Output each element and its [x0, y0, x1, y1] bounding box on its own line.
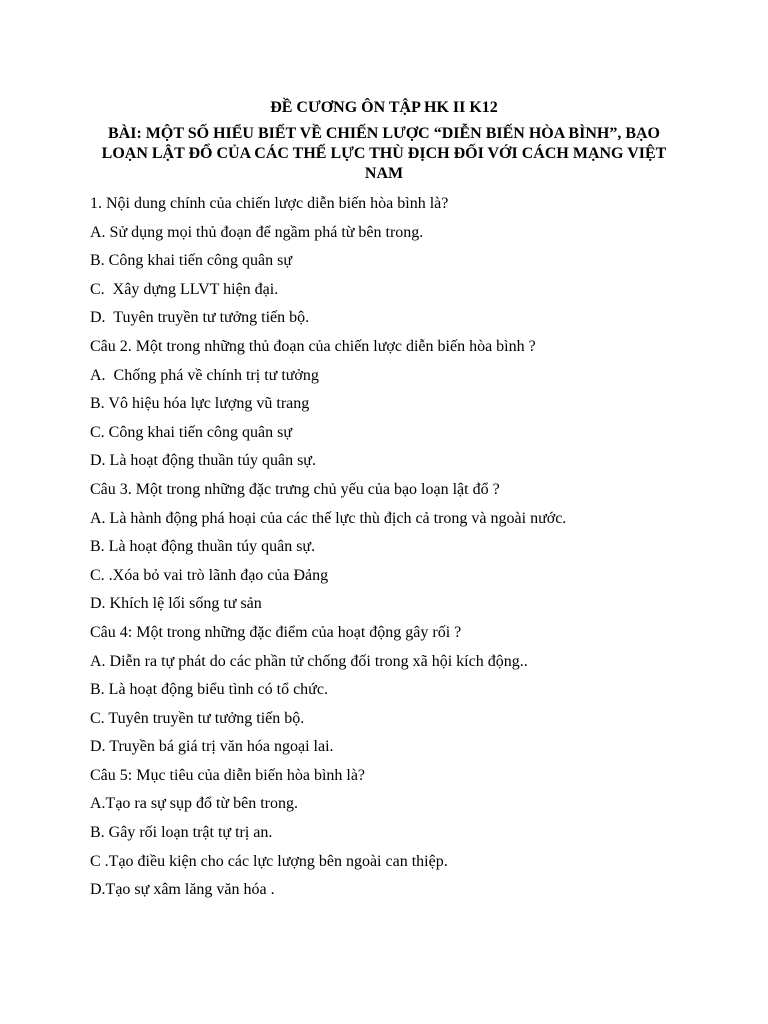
document-line: B. Công khai tiến công quân sự: [90, 252, 292, 270]
document-line: B. Gây rối loạn trật tự trị an.: [90, 824, 273, 842]
document-line: A.Tạo ra sự sụp đổ từ bên trong.: [90, 795, 298, 813]
document-line: B. Là hoạt động biểu tình có tổ chức.: [90, 681, 328, 699]
document-line: D. Tuyên truyền tư tưởng tiến bộ.: [90, 309, 310, 327]
document-line: C .Tạo điều kiện cho các lực lượng bên ngoài can thiệp.: [90, 852, 448, 870]
document-line: C. Xây dựng LLVT hiện đại.: [90, 280, 279, 298]
document-line: C. Tuyên truyền tư tưởng tiến bộ.: [90, 709, 305, 727]
lesson-title: BÀI: MỘT SỐ HIỂU BIẾT VỀ CHIẾN LƯỢC “DIỄN BIẾN HÒA BÌNH”, BẠO LOẠN LẬT ĐỔ CỦA CÁC THẾ LỰC THÙ ĐỊCH ĐỐI VỚI CÁCH MẠNG VIỆT NAM: [101, 125, 667, 182]
document-line: A. Sử dụng mọi thủ đoạn để ngầm phá từ bên trong.: [90, 223, 424, 241]
document-line: D.Tạo sự xâm lăng văn hóa .: [90, 881, 275, 899]
document-line: A. Diễn ra tự phát do các phần tử chống đối trong xã hội kích động..: [90, 652, 528, 670]
document-line: B. Vô hiệu hóa lực lượng vũ trang: [90, 395, 310, 413]
document-line: Câu 2. Một trong những thủ đoạn của chiến lược diễn biến hòa bình ?: [90, 337, 536, 355]
document-line: C. Công khai tiến công quân sự: [90, 423, 292, 441]
document-line: Câu 3. Một trong những đặc trưng chủ yếu của bạo loạn lật đổ ?: [90, 480, 500, 498]
question-list: [90, 190, 678, 905]
document-line: A. Là hành động phá hoại của các thế lực thù địch cả trong và ngoài nước.: [90, 509, 567, 527]
document-line: D. Truyền bá giá trị văn hóa ngoại lai.: [90, 738, 334, 756]
document-line: Câu 4: Một trong những đặc điểm của hoạt động gây rối ?: [90, 623, 462, 641]
document-line: C. .Xóa bỏ vai trò lãnh đạo của Đảng: [90, 566, 329, 584]
document-line: A. Chống phá về chính trị tư tưởng: [90, 366, 319, 384]
document-line: B. Là hoạt động thuần túy quân sự.: [90, 538, 316, 556]
document-line: 1. Nội dung chính của chiến lược diễn biến hòa bình là?: [90, 195, 449, 212]
document-line: Câu 5: Mục tiêu của diễn biến hòa bình là?: [90, 766, 366, 784]
document-title: ĐỀ CƯƠNG ÔN TẬP HK II K12: [270, 99, 498, 116]
document-line: D. Là hoạt động thuần túy quân sự.: [90, 452, 316, 470]
document-line: D. Khích lệ lối sống tư sản: [90, 595, 262, 613]
